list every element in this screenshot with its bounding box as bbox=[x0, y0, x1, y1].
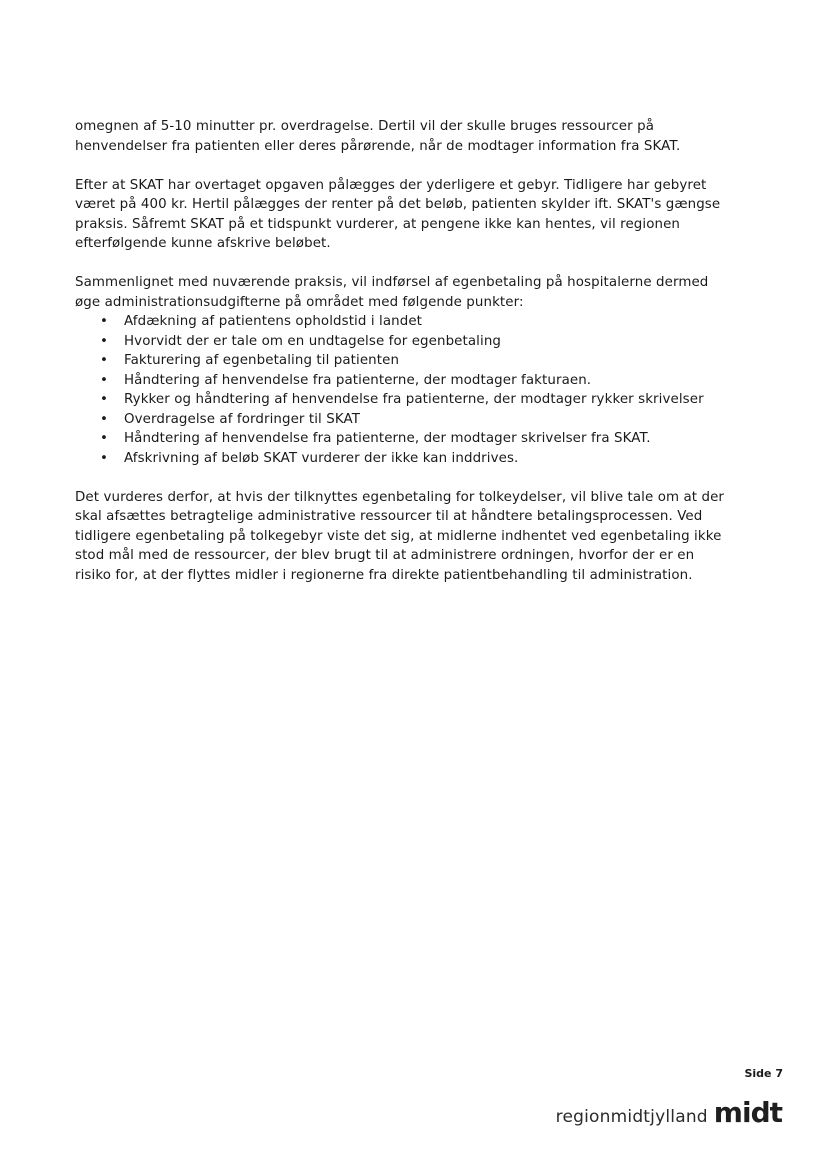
region-logo bbox=[556, 1096, 782, 1129]
bullet-item: • Afskrivning af beløb SKAT vurderer der ikke kan inddrives. bbox=[75, 449, 725, 469]
paragraph-4: Det vurderes derfor, at hvis der tilknyttes egenbetaling for tolkeydelser, vil blive tale om at der skal afsættes betragtelige administrative ressourcer til at håndtere betalingsprocessen. Ved tidligere egenbetaling på tolkegebyr viste det sig, at midlerne indhentet ved egenbetaling ikke stod mål med de ressourcer, der blev brugt til at administrere ordningen, hvorfor der er en risiko for, at der flyttes midler i regionerne fra direkte patientbehandling til administration. bbox=[75, 489, 725, 583]
logo-mark: midt bbox=[713, 1096, 782, 1129]
bullet-item: • Afdækning af patientens opholdstid i landet bbox=[75, 312, 725, 332]
bullet-item: • Hvorvidt der er tale om en undtagelse for egenbetaling bbox=[75, 332, 725, 352]
paragraph-3: Sammenlignet med nuværende praksis, vil indførsel af egenbetaling på hospitalerne dermed øge administrationsudgifterne på området med følgende punkter: bbox=[75, 275, 709, 310]
bullet-item: • Overdragelse af fordringer til SKAT bbox=[75, 410, 725, 430]
body-text bbox=[75, 117, 725, 605]
bullet-item: • Håndtering af henvendelse fra patienterne, der modtager fakturaen. bbox=[75, 371, 725, 391]
paragraph-1: omegnen af 5-10 minutter pr. overdragelse. Dertil vil der skulle bruges ressourcer på henvendelser fra patienten eller deres pårørende, når de modtager information fra SKAT. bbox=[75, 119, 681, 154]
bullet-item: • Håndtering af henvendelse fra patienterne, der modtager skrivelser fra SKAT. bbox=[75, 429, 725, 449]
bullet-item: • Rykker og håndtering af henvendelse fra patienterne, der modtager rykker skrivelser bbox=[75, 390, 725, 410]
bullet-list bbox=[75, 312, 725, 468]
paragraph-2: Efter at SKAT har overtaget opgaven pålægges der yderligere et gebyr. Tidligere har gebyret været på 400 kr. Hertil pålægges der renter på det beløb, patienten skylder ift. SKAT's gængse praksis. Såfremt SKAT på et tidspunkt vurderer, at pengene ikke kan hentes, vil regionen efterfølgende kunne afskrive beløbet. bbox=[75, 177, 721, 251]
logo-text: regionmidtjylland bbox=[555, 1107, 708, 1127]
page-number: Side 7 bbox=[744, 1067, 783, 1080]
bullet-item: • Fakturering af egenbetaling til patienten bbox=[75, 351, 725, 371]
